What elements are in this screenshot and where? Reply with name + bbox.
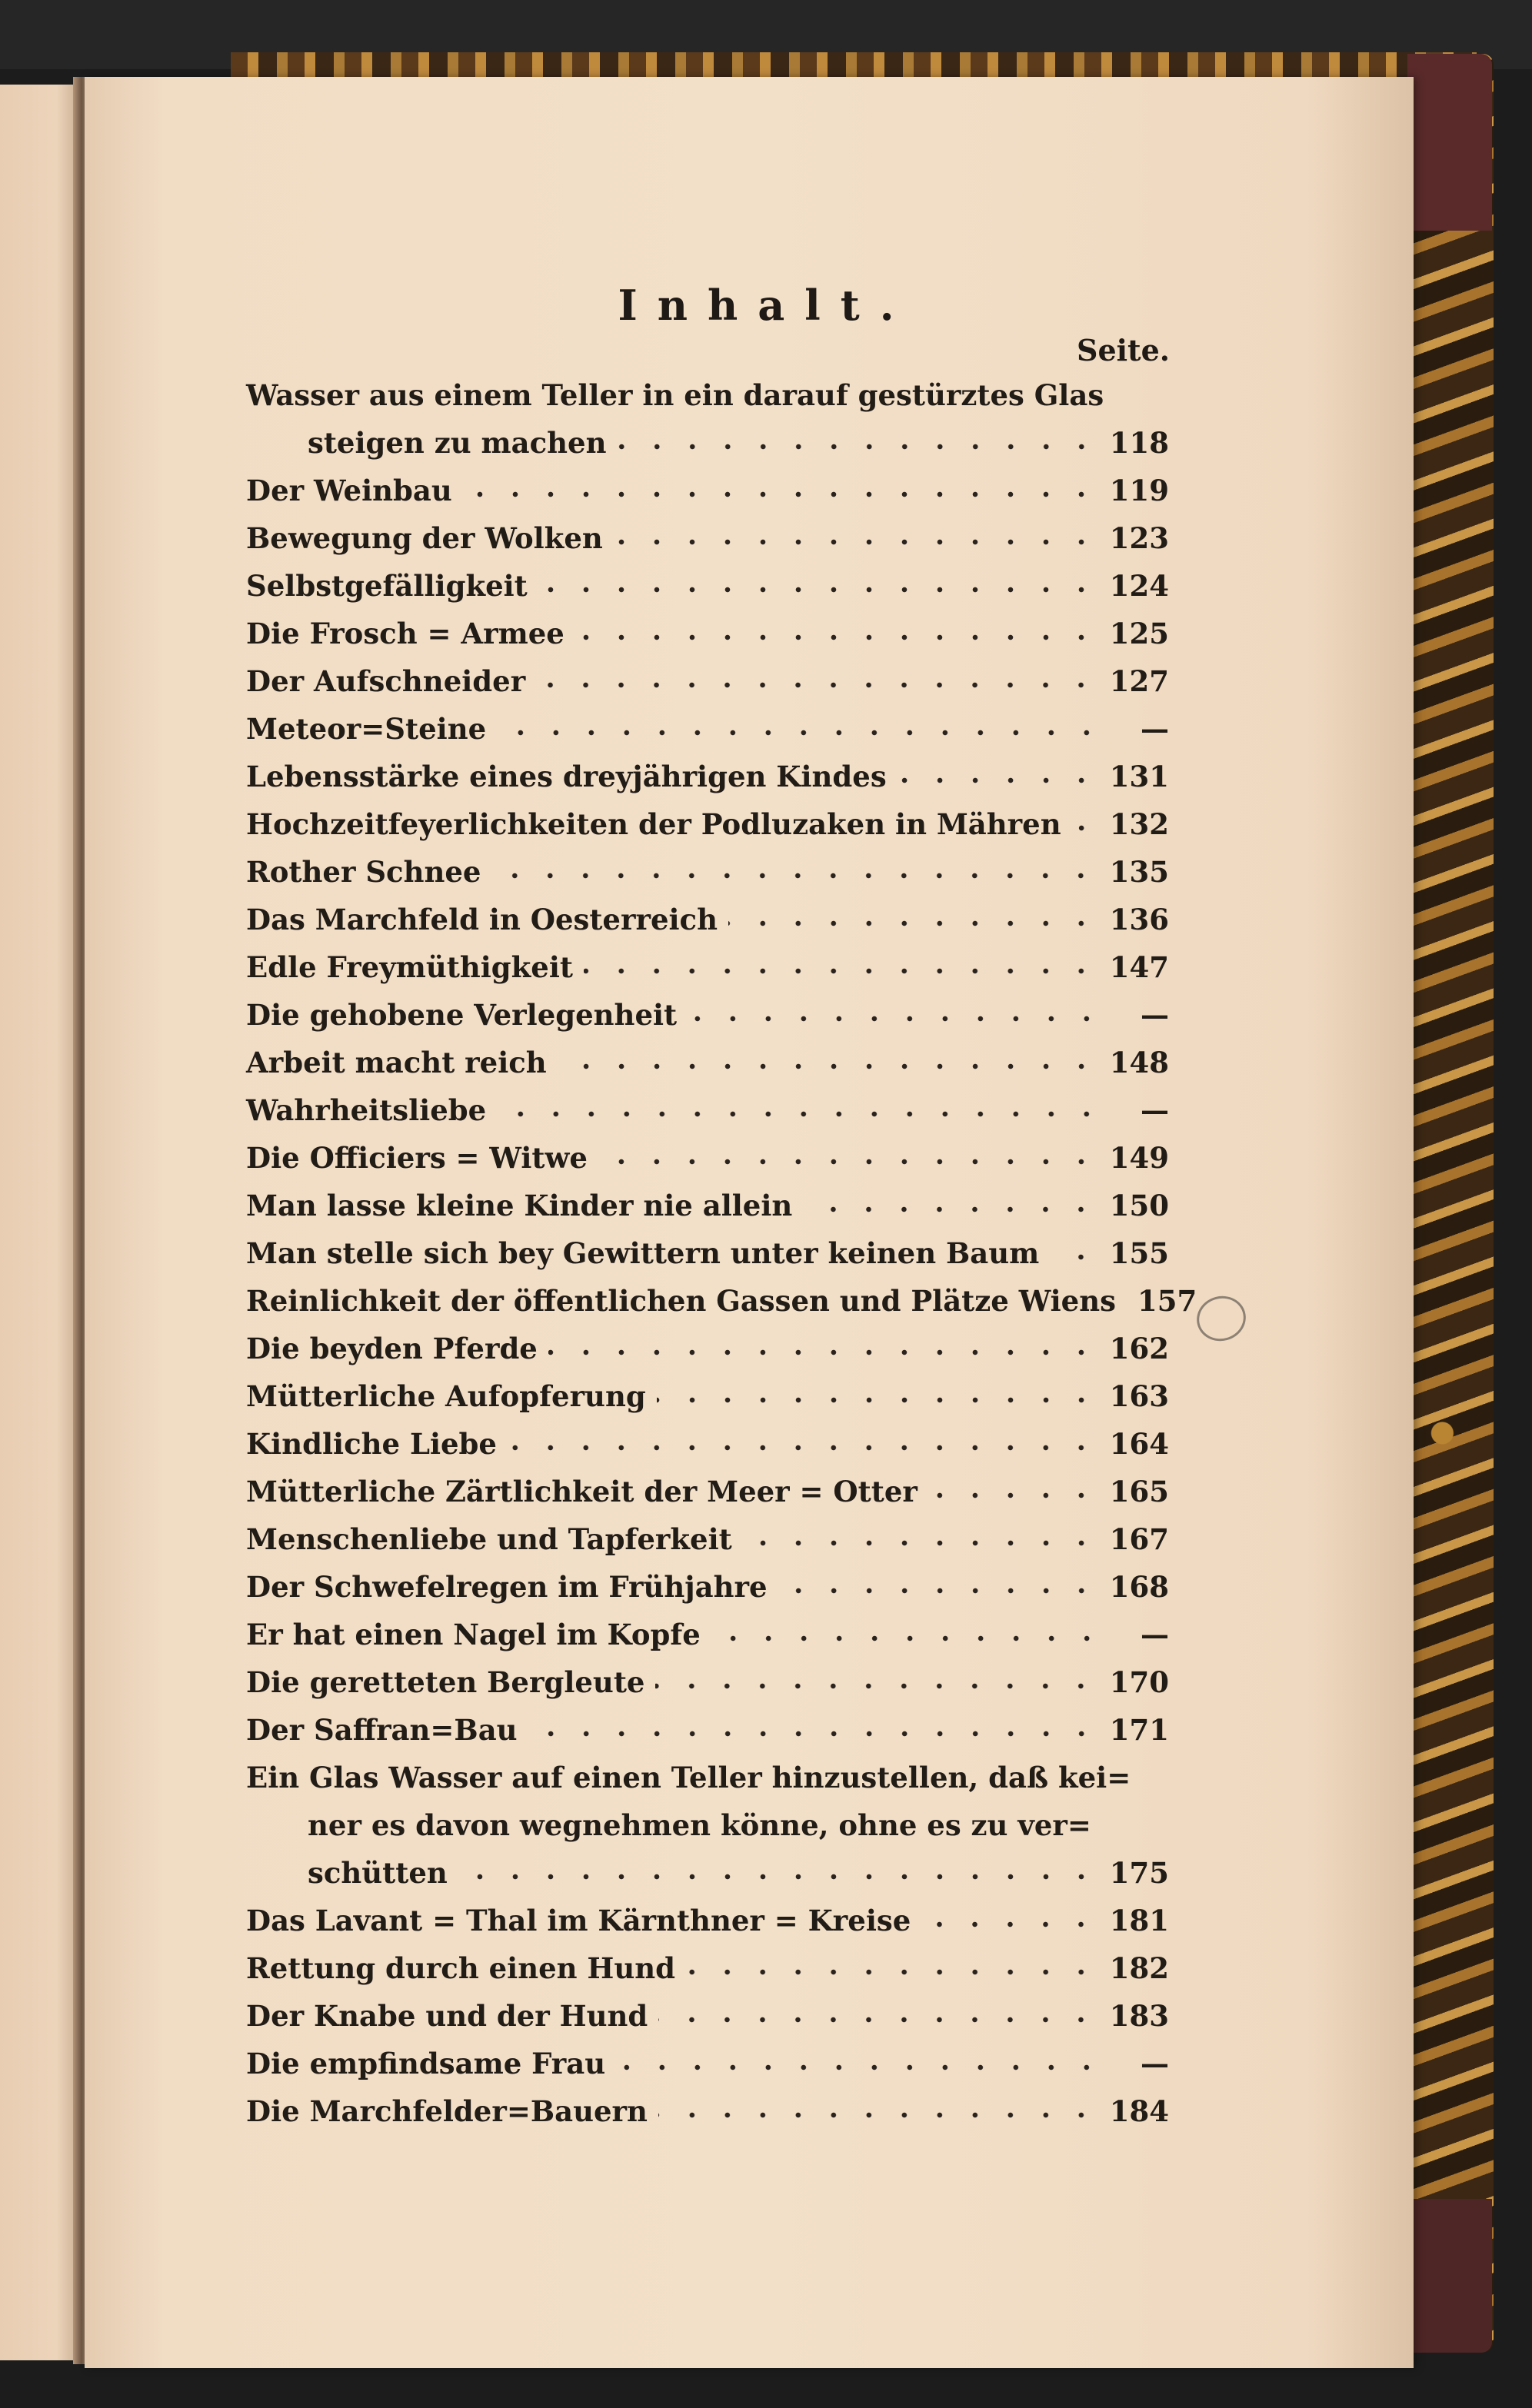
toc-entry-page: 148 [1109,1046,1169,1079]
dot-leader [491,872,1098,880]
toc-entry-title: Die beyden Pferde [246,1332,538,1365]
toc-entry [308,1856,1169,1897]
dot-leader [655,1682,1098,1690]
toc-entry-page: 136 [1109,903,1169,936]
dot-leader [584,967,1099,975]
toc-entry-page: 165 [1109,1475,1169,1508]
toc-entry-title: Die gehobene Verlegenheit [246,998,678,1032]
toc-entry-page: 123 [1109,521,1169,555]
toc-entry-title: Arbeit macht reich [246,1046,547,1079]
toc-entry-title: Menschenliebe und Tapferkeit [246,1522,732,1556]
toc-entry-title: Der Saffran=Bau [246,1713,518,1747]
toc-entry [246,1379,1169,1421]
toc-entry [246,617,1169,658]
toc-entry-title: Kindliche Liebe [246,1427,497,1461]
toc-entry [246,569,1169,610]
dot-leader [803,1206,1098,1213]
toc-entry-page: — [1141,2047,1169,2080]
toc-entry-page: 150 [1109,1189,1169,1222]
toc-entry-title: Mütterliche Aufopferung [246,1379,646,1413]
toc-entry-page: 149 [1109,1141,1169,1175]
toc-entry-continuation: Wasser aus einem Teller in ein darauf gestürztes Glas [246,378,1104,412]
toc-entry-page: 170 [1109,1665,1169,1699]
toc-entry [246,712,1169,753]
toc-entry [308,426,1169,467]
toc-entry [246,998,1169,1039]
dot-leader [497,1110,1104,1118]
toc-entry [246,1904,1169,1945]
toc-entry-page: 157 [1137,1284,1197,1318]
cover-corner-top [1407,54,1492,231]
toc-entry [246,1332,1169,1373]
toc-entry-title: Die geretteten Bergleute [246,1665,645,1699]
dot-leader [463,491,1099,498]
toc-entry-title: Bewegung der Wolken [246,521,603,555]
toc-entry-page: — [1141,1618,1169,1651]
dot-leader [618,443,1099,451]
dot-leader [508,1444,1099,1452]
toc-entry [246,807,1169,849]
toc-entry-page: 132 [1109,807,1169,841]
toc-entry [246,1236,1169,1278]
toc-entry-title: Der Weinbau [246,474,452,507]
toc-entry [246,1618,1169,1659]
toc-entry-title: Er hat einen Nagel im Kopfe [246,1618,701,1651]
toc-entry-page: 155 [1109,1236,1169,1270]
toc-entry [246,1475,1169,1516]
dot-leader [686,1968,1099,1976]
toc-entry-title: Reinlichkeit der öffentlichen Gassen und Plätze Wiens [246,1284,1116,1318]
toc-entry [246,1046,1169,1087]
toc-entry-page: 181 [1109,1904,1169,1937]
dot-leader [536,681,1099,689]
toc-entry [246,2047,1169,2088]
toc-entry [246,1189,1169,1230]
dot-leader [928,1492,1099,1499]
toc-entry-title: Meteor=Steine [246,712,487,746]
dot-leader [921,1921,1099,1928]
toc-entry-title: Der Aufschneider [246,664,526,698]
toc-entry-title: Selbstgefälligkeit [246,569,528,603]
toc-entry-page: 118 [1109,426,1169,460]
toc-entry-page: 175 [1109,1856,1169,1890]
dot-leader [657,1396,1099,1404]
dot-leader [743,1539,1099,1547]
dot-leader [1072,824,1099,832]
toc-entry-title: Die empfindsame Frau [246,2047,606,2080]
toc-entry-page: — [1141,998,1169,1032]
toc-entry-continuation: Ein Glas Wasser auf einen Teller hinzustellen, daß kei= [246,1761,1131,1794]
dot-leader [616,2064,1104,2071]
toc-entry [246,1427,1169,1468]
dot-leader [728,920,1099,927]
dot-leader [688,1015,1104,1023]
dot-leader [538,586,1099,594]
toc-entry [246,1284,1197,1325]
toc-entry [246,1570,1169,1611]
toc-entry-title: Edle Freymüthigkeit [246,950,573,984]
page-column-label: Seite. [1077,333,1171,368]
toc-entry-page: — [1141,1093,1169,1127]
toc-entry-page: 147 [1109,950,1169,984]
dot-leader [575,634,1099,641]
toc-entry-page: 183 [1109,1999,1169,2033]
toc-entry-title: Der Schwefelregen im Frühjahre [246,1570,768,1604]
dot-leader [658,2016,1098,2024]
toc-entry [246,2094,1169,2136]
toc-entry-page: 119 [1109,474,1169,507]
dot-leader [1050,1253,1098,1261]
toc-entry-page: — [1141,712,1169,746]
toc-entry-continuation: ner es davon wegnehmen könne, ohne es zu ver= [308,1808,1091,1842]
dot-leader [497,729,1104,737]
toc-entry-page: 135 [1109,855,1169,889]
toc-entry-title: steigen zu machen [308,426,607,460]
toc-entry-page: 127 [1109,664,1169,698]
toc-entry-title: Die Marchfelder=Bauern [246,2094,648,2128]
toc-entry-page: 131 [1109,760,1169,793]
toc-entry [246,855,1169,896]
toc-entry-page: 125 [1109,617,1169,650]
toc-entry-page: 182 [1109,1951,1169,1985]
facing-page [0,85,81,2360]
toc-entry [246,760,1169,801]
dot-leader [528,1730,1099,1738]
toc-entry-page: 163 [1109,1379,1169,1413]
toc-entry [246,1951,1169,1993]
dot-leader [458,1873,1099,1881]
toc-entry [246,521,1169,563]
toc-entry [246,664,1169,706]
toc-entry [246,1522,1169,1564]
toc-entry-title: Mütterliche Zärtlichkeit der Meer = Otter [246,1475,918,1508]
toc-entry-page: 168 [1109,1570,1169,1604]
toc-entry [246,950,1169,992]
toc-entry-title: Man stelle sich bey Gewittern unter keinen Baum [246,1236,1040,1270]
dot-leader [898,777,1099,784]
marbled-cover-edge [231,52,1477,78]
toc-entry-title: Die Frosch = Armee [246,617,565,650]
toc-entry [246,1141,1169,1182]
dot-leader [548,1349,1099,1356]
toc-entry-page: 164 [1109,1427,1169,1461]
toc-entry-title: Das Marchfeld in Oesterreich [246,903,718,936]
dot-leader [658,2111,1099,2119]
toc-entry-page: 184 [1109,2094,1169,2128]
toc-entry [246,1713,1169,1754]
cover-corner-bottom [1407,2199,1492,2353]
toc-entry-page: 124 [1109,569,1169,603]
toc-entry-title: Rother Schnee [246,855,481,889]
dot-leader [598,1158,1099,1166]
dot-leader [614,538,1099,546]
toc-entry-title: Das Lavant = Thal im Kärnthner = Kreise [246,1904,911,1937]
toc-entry-page: 167 [1109,1522,1169,1556]
toc-entry-title: Der Knabe und der Hund [246,1999,648,2033]
dot-leader [711,1635,1104,1642]
toc-entry [246,1093,1169,1135]
toc-entry-page: 162 [1109,1332,1169,1365]
toc-entry [246,1999,1169,2040]
dot-leader [778,1587,1099,1595]
toc-entry [246,903,1169,944]
toc-entry-title: Lebensstärke eines dreyjährigen Kindes [246,760,887,793]
toc-entry-title: Wahrheitsliebe [246,1093,487,1127]
toc-entry [246,474,1169,515]
page-title: Inhalt. [618,281,914,330]
toc-entry-title: Rettung durch einen Hund [246,1951,676,1985]
toc-entry-title: Man lasse kleine Kinder nie allein [246,1189,793,1222]
toc-entry-title: Die Officiers = Witwe [246,1141,588,1175]
toc-entry-title: schütten [308,1856,448,1890]
toc-entry-title: Hochzeitfeyerlichkeiten der Podluzaken in Mähren [246,807,1061,841]
toc-entry [246,1665,1169,1707]
toc-entry-page: 171 [1109,1713,1169,1747]
dot-leader [558,1063,1099,1070]
